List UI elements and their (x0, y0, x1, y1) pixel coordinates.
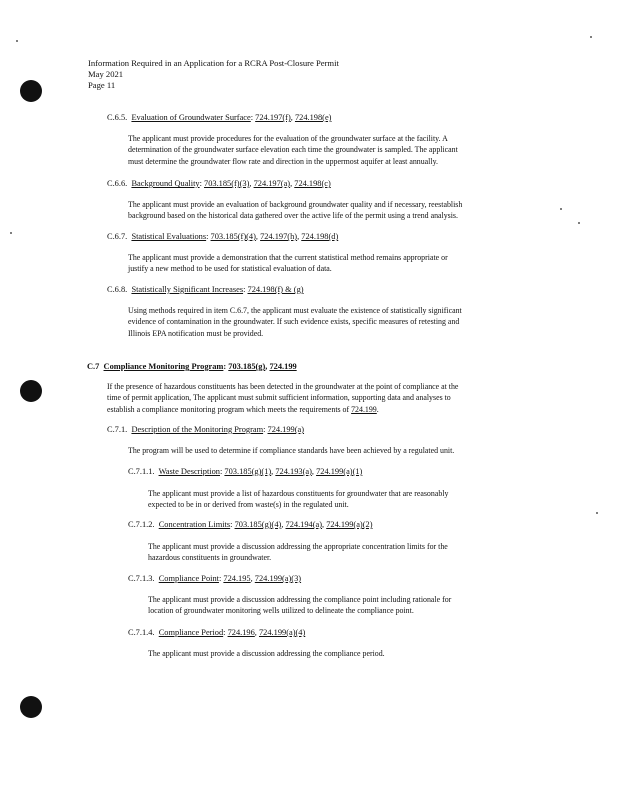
section-body-c65 (128, 133, 458, 167)
section-body-c7 (107, 381, 458, 415)
section-number: C.7.1.1. (128, 467, 155, 476)
citation: 724.197(a) (253, 179, 291, 188)
section-body-c711 (148, 488, 448, 511)
section-title: Compliance Point (158, 574, 219, 583)
section-heading-c7 (87, 361, 297, 372)
separator: , (290, 113, 295, 122)
separator: : (206, 232, 211, 241)
citation: 703.185(g) (228, 362, 266, 371)
section-title: Compliance Period (158, 628, 224, 637)
separator: , (255, 232, 261, 241)
body-line: The applicant must provide a discussion addressing the compliance period. (148, 649, 385, 658)
separator: : (223, 362, 229, 371)
separator: , (281, 520, 286, 529)
body-line: If the presence of hazardous constituents has been detected in the groundwater at the point of compliance at the (107, 382, 459, 391)
body-line: time of permit application, The applicant must submit sufficient information, supporting data and analyses to (107, 393, 451, 403)
section-title: Waste Description (158, 467, 220, 476)
citation: 724.196 (227, 628, 255, 637)
section-number: C.7.1.4. (128, 628, 155, 637)
section-heading-c712 (128, 519, 372, 530)
citation: 724.199(a) (267, 425, 305, 434)
body-line: The applicant must provide a discussion addressing the appropriate concentration limits for the (148, 542, 448, 551)
separator: : (263, 425, 268, 434)
body-line: location of groundwater monitoring wells utilized to delineate the compliance point. (148, 606, 414, 616)
citation: 703.185(f)(4) (210, 232, 256, 241)
citation: 724.197(h) (260, 232, 298, 241)
section-title: Evaluation of Groundwater Surface (131, 113, 251, 122)
body-line: Using methods required in item C.6.7, the applicant must evaluate the existence of statistically significant (128, 306, 462, 315)
citation: 703.185(g)(4) (234, 520, 282, 529)
separator: : (223, 628, 228, 637)
section-title: Background Quality (131, 179, 200, 188)
section-heading-c714 (128, 627, 305, 638)
section-number: C.6.6. (107, 179, 128, 188)
separator: : (230, 520, 235, 529)
section-heading-c71 (107, 424, 304, 435)
body-line: Illinois EPA notification must be provided. (128, 328, 264, 338)
citation: 724.199(a)(3) (254, 574, 302, 583)
separator: , (250, 574, 255, 583)
citation: 703.185(g)(1) (224, 467, 272, 476)
section-number: C.7 (87, 362, 100, 371)
citation: 724.193(a) (275, 467, 312, 476)
body-line (107, 404, 458, 415)
section-title: Statistical Evaluations (131, 232, 207, 241)
separator: , (290, 179, 295, 188)
body-line: hazardous constituents in groundwater. (148, 553, 272, 563)
header-date: May 2021 (88, 69, 124, 79)
citation: 724.198(c) (294, 179, 331, 188)
section-number: C.6.5. (107, 113, 128, 122)
binder-hole-bottom (20, 696, 42, 718)
section-number: C.7.1. (107, 425, 128, 434)
section-body-c712 (148, 541, 448, 564)
scan-speck (596, 512, 598, 514)
section-heading-c65 (107, 112, 331, 123)
section-body-c71 (128, 445, 454, 456)
body-line: justify a new method to be used for statistical evaluation of data. (128, 264, 332, 274)
separator: , (271, 467, 276, 476)
section-body-c66 (128, 199, 462, 222)
header-page-number: Page 11 (88, 80, 116, 90)
binder-hole-top (20, 80, 42, 102)
body-line: The applicant must provide a discussion addressing the compliance point including rationale for (148, 595, 452, 604)
body-line: determination of the groundwater surface elevation each time the groundwater is sampled. The applicant (128, 145, 458, 155)
body-line: The applicant must provide an evaluation of background groundwater quality and if necessary, reestablish (128, 200, 463, 209)
separator: , (254, 628, 259, 637)
page-header (88, 58, 339, 91)
separator: : (220, 467, 225, 476)
section-title: Concentration Limits (158, 520, 231, 529)
header-title: Information Required in an Application for a RCRA Post-Closure Permit (88, 58, 339, 68)
body-line: background based on the historical data gathered over the active life of the permit using a trend analysis. (128, 211, 458, 221)
section-body-c714 (148, 648, 385, 659)
section-title: Statistically Significant Increases (131, 285, 244, 294)
separator: , (297, 232, 302, 241)
section-number: C.7.1.3. (128, 574, 155, 583)
section-body-c67 (128, 252, 448, 275)
citation: 724.199(a)(2) (326, 520, 373, 529)
body-text: . (376, 404, 379, 414)
scan-speck (560, 208, 562, 210)
section-heading-c66 (107, 178, 331, 189)
scan-speck (16, 40, 18, 42)
citation: 724.199 (269, 362, 297, 371)
citation: 703.185(f)(3) (204, 179, 250, 188)
body-line: The applicant must provide procedures for the evaluation of the groundwater surface at the facility. A (128, 134, 448, 143)
citation: 724.198(d) (301, 232, 339, 241)
body-line: must determine the groundwater flow rate and direction in the uppermost aquifer at least annually. (128, 156, 438, 166)
separator: : (218, 574, 224, 583)
citation: 724.198(e) (294, 113, 332, 122)
body-line: expected to be in or derived from waste(s) in the regulated unit. (148, 500, 349, 510)
section-number: C.7.1.2. (128, 520, 155, 529)
separator: , (311, 467, 317, 476)
citation: 724.199 (351, 404, 377, 414)
section-heading-c67 (107, 231, 338, 242)
citation: 724.198(f) & (g) (247, 285, 304, 294)
citation: 724.195 (223, 574, 251, 583)
citation: 724.199(a)(4) (258, 628, 306, 637)
separator: , (249, 179, 254, 188)
section-heading-c713 (128, 573, 301, 584)
body-line: evidence of contamination in the groundwater. If such evidence exists, specific measures of retesting and (128, 317, 460, 327)
section-heading-c68 (107, 284, 304, 295)
body-text: establish a compliance monitoring program which meets the requirements of (107, 404, 352, 414)
separator: : (199, 179, 205, 188)
binder-hole-middle (20, 380, 42, 402)
separator: , (265, 362, 270, 371)
citation: 724.199(a)(1) (316, 467, 363, 476)
section-number: C.6.7. (107, 232, 128, 241)
section-number: C.6.8. (107, 285, 128, 294)
section-body-c68 (128, 305, 462, 339)
scan-speck (578, 222, 580, 224)
separator: , (322, 520, 327, 529)
separator: : (250, 113, 256, 122)
section-title: Compliance Monitoring Program (103, 362, 224, 371)
scan-speck (590, 36, 592, 38)
separator: : (243, 285, 248, 294)
citation: 724.197(f) (255, 113, 291, 122)
body-line: The applicant must provide a demonstration that the current statistical method remains appropriate or (128, 253, 448, 262)
section-title: Description of the Monitoring Program (131, 425, 264, 434)
scan-speck (10, 232, 12, 234)
body-line: The program will be used to determine if compliance standards have been achieved by a regulated unit. (128, 446, 455, 455)
section-heading-c711 (128, 466, 362, 477)
section-body-c713 (148, 594, 451, 617)
body-line: The applicant must provide a list of hazardous constituents for groundwater that are reasonably (148, 489, 449, 498)
citation: 724.194(a) (285, 520, 323, 529)
